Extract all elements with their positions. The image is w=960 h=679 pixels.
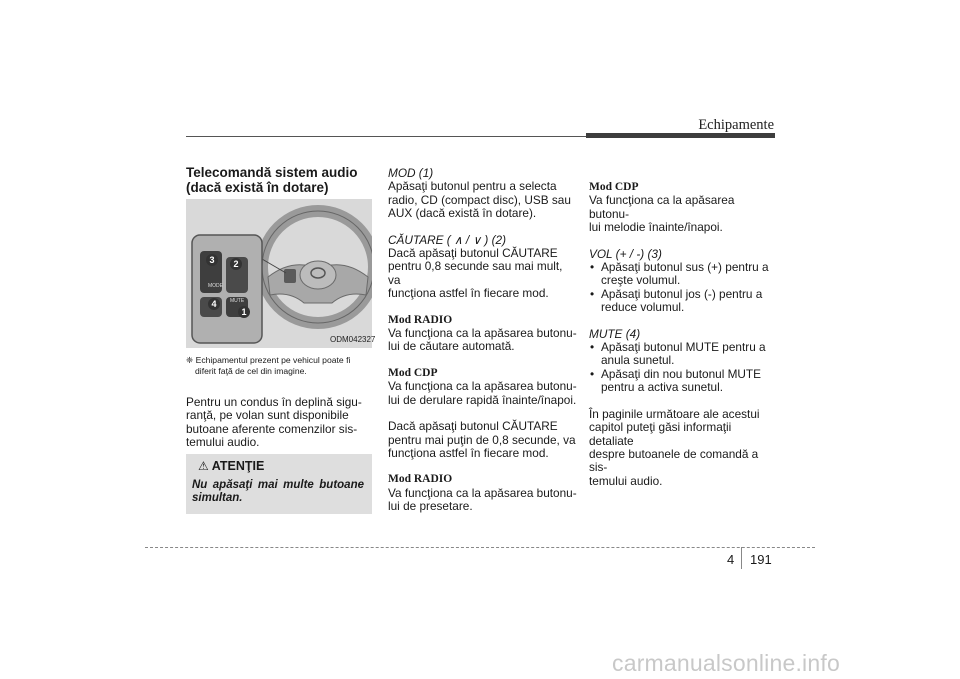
cdp-mode-title-2: Mod CDP xyxy=(589,181,639,193)
radio-mode-title: Mod RADIO xyxy=(388,313,453,326)
steering-wheel-illustration xyxy=(186,199,372,348)
cautare-title: CĂUTARE ( ∧ / ∨ ) (2) xyxy=(388,232,507,247)
intro-paragraph: Pentru un condus în deplină sigu- ranţă, pe volan sunt disponibile butoane aferente comenzilor sis- temului audio. xyxy=(186,395,362,450)
steering-wheel-figure xyxy=(186,199,372,348)
page-number-separator xyxy=(741,547,742,569)
list-item: • Apăsaţi din nou butonul MUTE pentru a activa sunetul. xyxy=(589,368,777,395)
callout-2: 2 xyxy=(230,258,242,270)
chevron-down-icon: ∨ xyxy=(472,232,482,247)
footer-rule xyxy=(145,547,815,548)
radio-mode-title-2: Mod RADIO xyxy=(388,473,453,486)
svg-text:MODE: MODE xyxy=(208,283,223,289)
section-number: 4 xyxy=(727,552,735,567)
vol-title: VOL (+ / -) (3) xyxy=(589,246,662,261)
warning-text: Nu apăsaţi mai multe butoane simultan. xyxy=(192,479,364,504)
header-title: Echipamente xyxy=(698,117,774,133)
column-2: MOD (1) Apăsaţi butonul pentru a selecta radio, CD (compact disc), USB sau AUX (dacă există în dotare). CĂUTARE ( ∧ / ∨ ) (2) Dacă apăsaţi butonul CĂUTARE pentru 0,8 secunde sau mai mult, va funcţiona astfel în fiecare mod. Mod RADIO Va funcţiona ca la apăsarea butonu- lui de căutare automată. Mod CDP Va funcţiona ca la apăsarea butonu- lui de derulare rapidă înainte/înapoi. Dacă apăsaţi butonul CĂUTARE pentru mai puţin de 0,8 secunde, va funcţiona astfel în fiecare mod. Mod RADIO Va funcţiona ca la apăsarea butonu- lui de presetare. xyxy=(388,166,577,514)
callout-3: 3 xyxy=(206,254,218,266)
chevron-up-icon: ∧ xyxy=(453,232,463,247)
mod-title: MOD (1) xyxy=(388,166,434,180)
warning-title: ⚠ ATENŢIE xyxy=(198,459,265,473)
list-item: • Apăsaţi butonul sus (+) pentru a creşte volumul. xyxy=(589,261,777,288)
mute-title: MUTE (4) xyxy=(589,326,641,341)
warning-icon: ⚠ xyxy=(198,459,209,473)
page-number: 191 xyxy=(750,552,772,567)
list-item: • Apăsaţi butonul MUTE pentru a anula sunetul. xyxy=(589,341,777,368)
header-rule-accent xyxy=(586,133,775,138)
cdp-mode-title: Mod CDP xyxy=(388,366,438,379)
callout-1: 1 xyxy=(238,306,250,318)
header-rule xyxy=(186,136,586,137)
svg-text:MUTE: MUTE xyxy=(230,298,245,304)
list-item: • Apăsaţi butonul jos (-) pentru a reduce volumul. xyxy=(589,288,777,315)
figure-code: ODM042327 xyxy=(330,335,376,344)
section-title-audio-remote: Telecomandă sistem audio (dacă există în dotare) xyxy=(186,165,358,195)
watermark: carmanualsonline.info xyxy=(612,650,840,676)
figure-note: ❈ Echipamentul prezent pe vehicul poate fi diferit faţă de cel din imagine. xyxy=(186,355,351,376)
column-3: Mod CDP Va funcţiona ca la apăsarea butonu- lui melodie înainte/înapoi. VOL (+ / -) (3) • Apăsaţi butonul sus (+) pentru a creşte volumul. • Apăsaţi butonul jos (-) pentru a reduce volumul. MUTE (4) • Apăsaţi butonul MUTE pentru a anula sunetul. • Apăsaţi din nou butonul MUTE pentru a activa sunetul. În paginile următoare ale acestui capitol puteţi găsi informaţii detaliate despre butoanele de comandă a sis- temului audio. xyxy=(589,181,777,488)
callout-4: 4 xyxy=(208,298,220,310)
